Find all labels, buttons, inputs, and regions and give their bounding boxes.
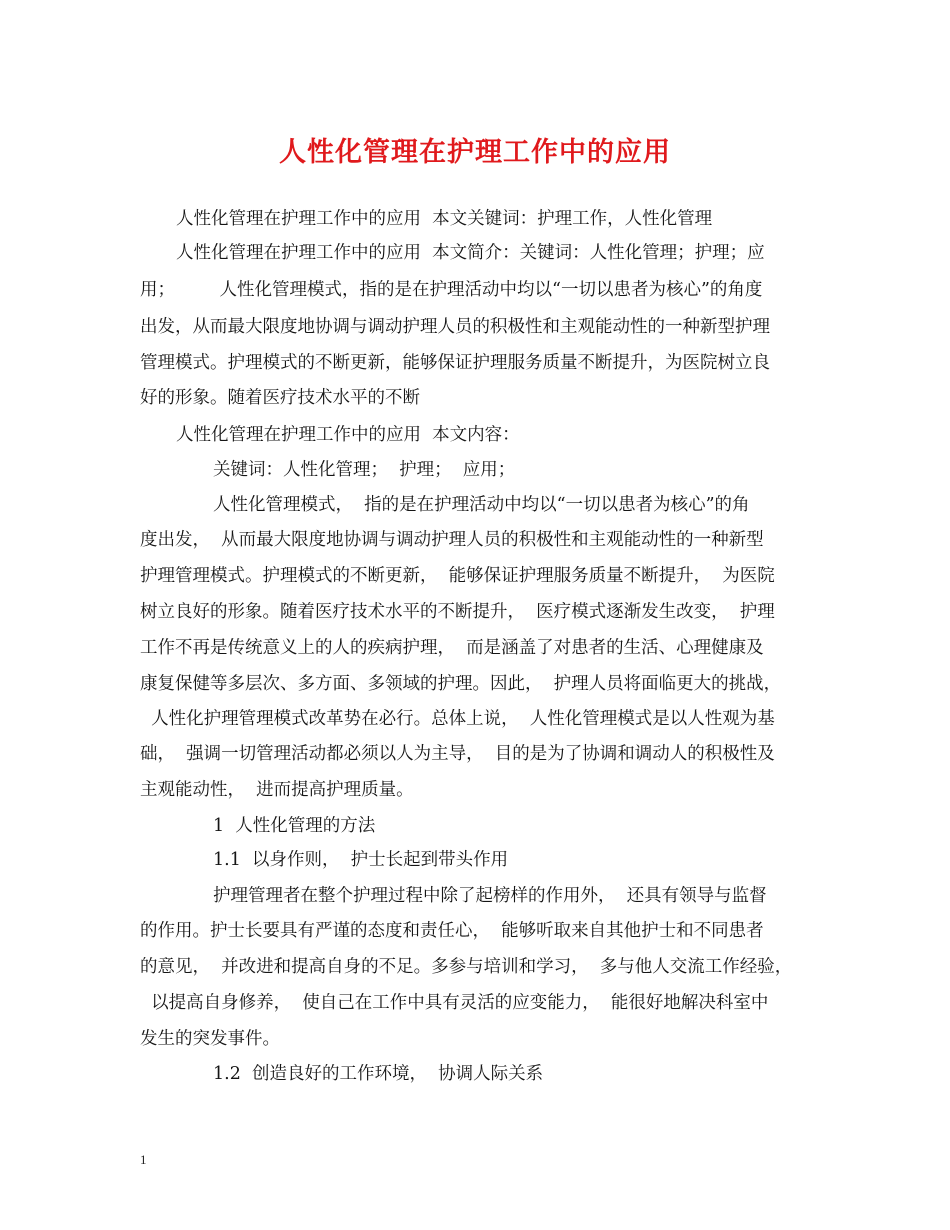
text-line: 础， 强调一切管理活动都必须以人为主导， 目的是为了协调和调动人的积极性及: [140, 744, 775, 764]
text-line: 主观能动性， 进而提高护理质量。: [140, 780, 414, 800]
text-line: 管理模式。护理模式的不断更新，能够保证护理服务质量不断提升，为医院树立良: [140, 353, 770, 373]
text-line: 人性化管理在护理工作中的应用 本文关键词：护理工作，人性化管理: [176, 209, 713, 229]
page-number: 1: [140, 1152, 147, 1167]
text-line: 出发，从而最大限度地协调与调动护理人员的积极性和主观能动性的一种新型护理: [140, 317, 770, 337]
text-line: 以提高自身修养， 使自己在工作中具有灵活的应变能力， 能很好地解决科室中: [140, 993, 769, 1013]
text-line: 发生的突发事件。: [140, 1029, 280, 1049]
text-line: 的意见， 并改进和提高自身的不足。多参与培训和学习， 多与他人交流工作经验，: [140, 957, 793, 977]
text-line: 好的形象。随着医疗技术水平的不断: [140, 388, 420, 408]
text-line: 康复保健等多层次、多方面、多领域的护理。因此， 护理人员将面临更大的挑战，: [140, 674, 782, 694]
text-line: 人性化管理模式， 指的是在护理活动中均以“一切以患者为核心”的角: [213, 495, 750, 515]
text-line: 护理管理者在整个护理过程中除了起榜样的作用外， 还具有领导与监督: [213, 886, 767, 906]
text-line: 人性化管理在护理工作中的应用 本文内容：: [176, 425, 520, 445]
text-line: 工作不再是传统意义上的人的疾病护理， 而是涵盖了对患者的生活、心理健康及: [140, 638, 764, 658]
text-line: 度出发， 从而最大限度地协调与调动护理人员的积极性和主观能动性的一种新型: [140, 530, 764, 550]
text-line: 用； 人性化管理模式，指的是在护理活动中均以“一切以患者为核心”的角度: [140, 280, 763, 300]
text-line: 关键词：人性化管理； 护理； 应用；: [213, 460, 516, 480]
subsection-heading: 1.2 创造良好的工作环境， 协调人际关系: [213, 1064, 544, 1084]
text-line: 人性化管理在护理工作中的应用 本文简介：关键词：人性化管理；护理；应: [176, 243, 765, 263]
section-heading: 1 人性化管理的方法: [213, 816, 376, 836]
text-line: 人性化护理管理模式改革势在必行。总体上说， 人性化管理模式是以人性观为基: [140, 709, 775, 729]
subsection-heading: 1.1 以身作则， 护士长起到带头作用: [213, 850, 509, 870]
text-line: 的作用。护士长要具有严谨的态度和责任心， 能够听取来自其他护士和不同患者: [140, 921, 764, 941]
text-line: 护理管理模式。护理模式的不断更新， 能够保证护理服务质量不断提升， 为医院: [140, 566, 775, 586]
document-title: 人性化管理在护理工作中的应用: [279, 137, 671, 168]
text-line: 树立良好的形象。随着医疗技术水平的不断提升， 医疗模式逐渐发生改变， 护理: [140, 602, 775, 622]
